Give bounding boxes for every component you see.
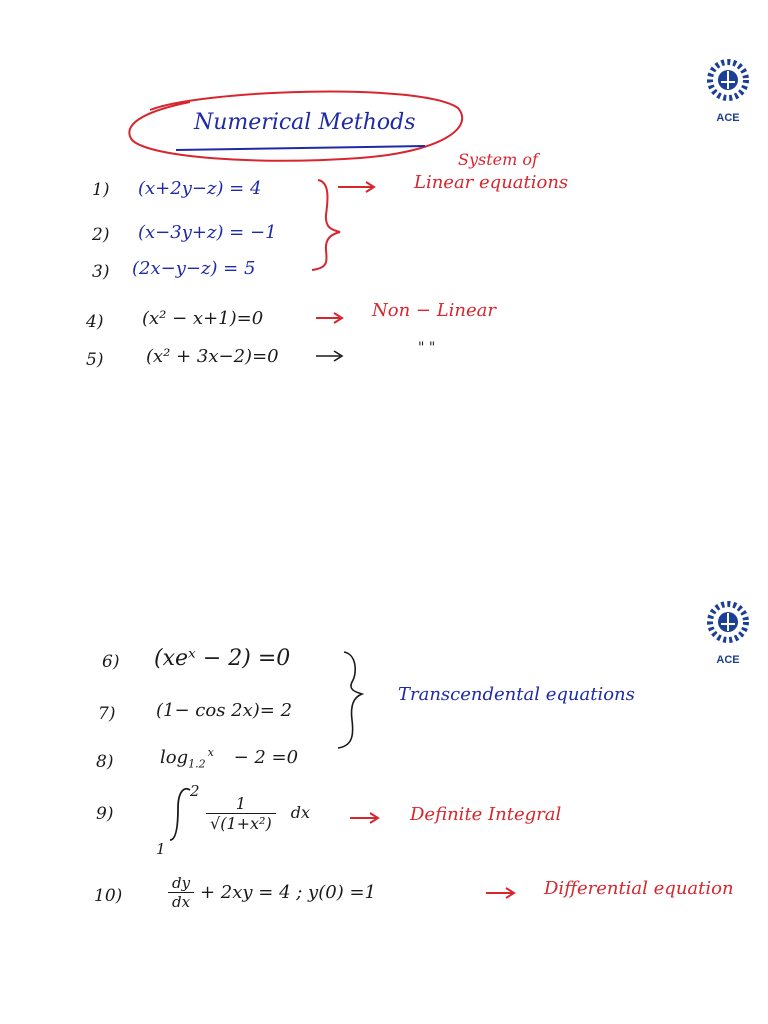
eq9-dx: dx (290, 803, 311, 822)
eq10-number: 10) (94, 886, 123, 906)
logo-text: ACE (716, 112, 740, 124)
eq8-arg: x (207, 746, 214, 759)
eq1-expr: (x+2y−z) = 4 (138, 178, 262, 199)
eq5-label: " " (418, 340, 436, 356)
eq9-label: Definite Integral (410, 804, 562, 825)
system-label-line1: System of (458, 150, 538, 169)
eq1-number: 1) (92, 180, 110, 200)
system-label-line2: Linear equations (414, 172, 569, 193)
logo-text: ACE (716, 654, 740, 666)
transcendental-label: Transcendental equations (398, 684, 635, 705)
eq9-upper-limit: 2 (190, 782, 200, 800)
eq9-numerator: 1 (206, 794, 276, 814)
integral-sign (170, 789, 190, 840)
eq4-expr: (x² − x+1)=0 (142, 308, 264, 329)
eq3-expr: (2x−y−z) = 5 (132, 258, 256, 279)
eq7-expr: (1− cos 2x)= 2 (156, 700, 293, 721)
brace-system (312, 180, 340, 270)
page-title: Numerical Methods (194, 110, 416, 135)
eq7-number: 7) (98, 704, 116, 724)
eq10-derivative (168, 874, 194, 911)
eq10-expr: + 2xy = 4 ; y(0) =1 (200, 882, 376, 903)
eq2-expr: (x−3y+z) = −1 (138, 222, 277, 243)
brace-transcendental (338, 652, 362, 748)
title-underline (176, 146, 425, 150)
eq8-log: log (160, 747, 189, 768)
eq10-label: Differential equation (544, 878, 734, 899)
eq6-number: 6) (102, 652, 120, 672)
eq3-number: 3) (92, 262, 110, 282)
eq9-number: 9) (96, 804, 114, 824)
eq4-label: Non − Linear (372, 300, 496, 321)
laurel-emblem-icon (696, 56, 760, 108)
eq10-dy: dy (168, 874, 194, 893)
ace-logo-bottom (696, 598, 760, 666)
eq8-number: 8) (96, 752, 114, 772)
eq6-expr: (xeˣ − 2) =0 (154, 646, 291, 671)
eq9-lower-limit: 1 (156, 840, 166, 858)
eq8-rest: − 2 =0 (233, 747, 299, 768)
ace-logo-top (696, 56, 760, 124)
eq8-expr (160, 746, 298, 771)
eq5-expr: (x² + 3x−2)=0 (146, 346, 279, 367)
eq5-number: 5) (86, 350, 104, 370)
eq10-dx: dx (172, 893, 191, 911)
eq2-number: 2) (92, 225, 110, 245)
laurel-emblem-icon (696, 598, 760, 650)
eq8-base: 1.2 (188, 757, 206, 771)
eq9-fraction (206, 794, 310, 833)
eq9-denominator: √(1+x²) (210, 814, 272, 833)
eq4-number: 4) (86, 312, 104, 332)
